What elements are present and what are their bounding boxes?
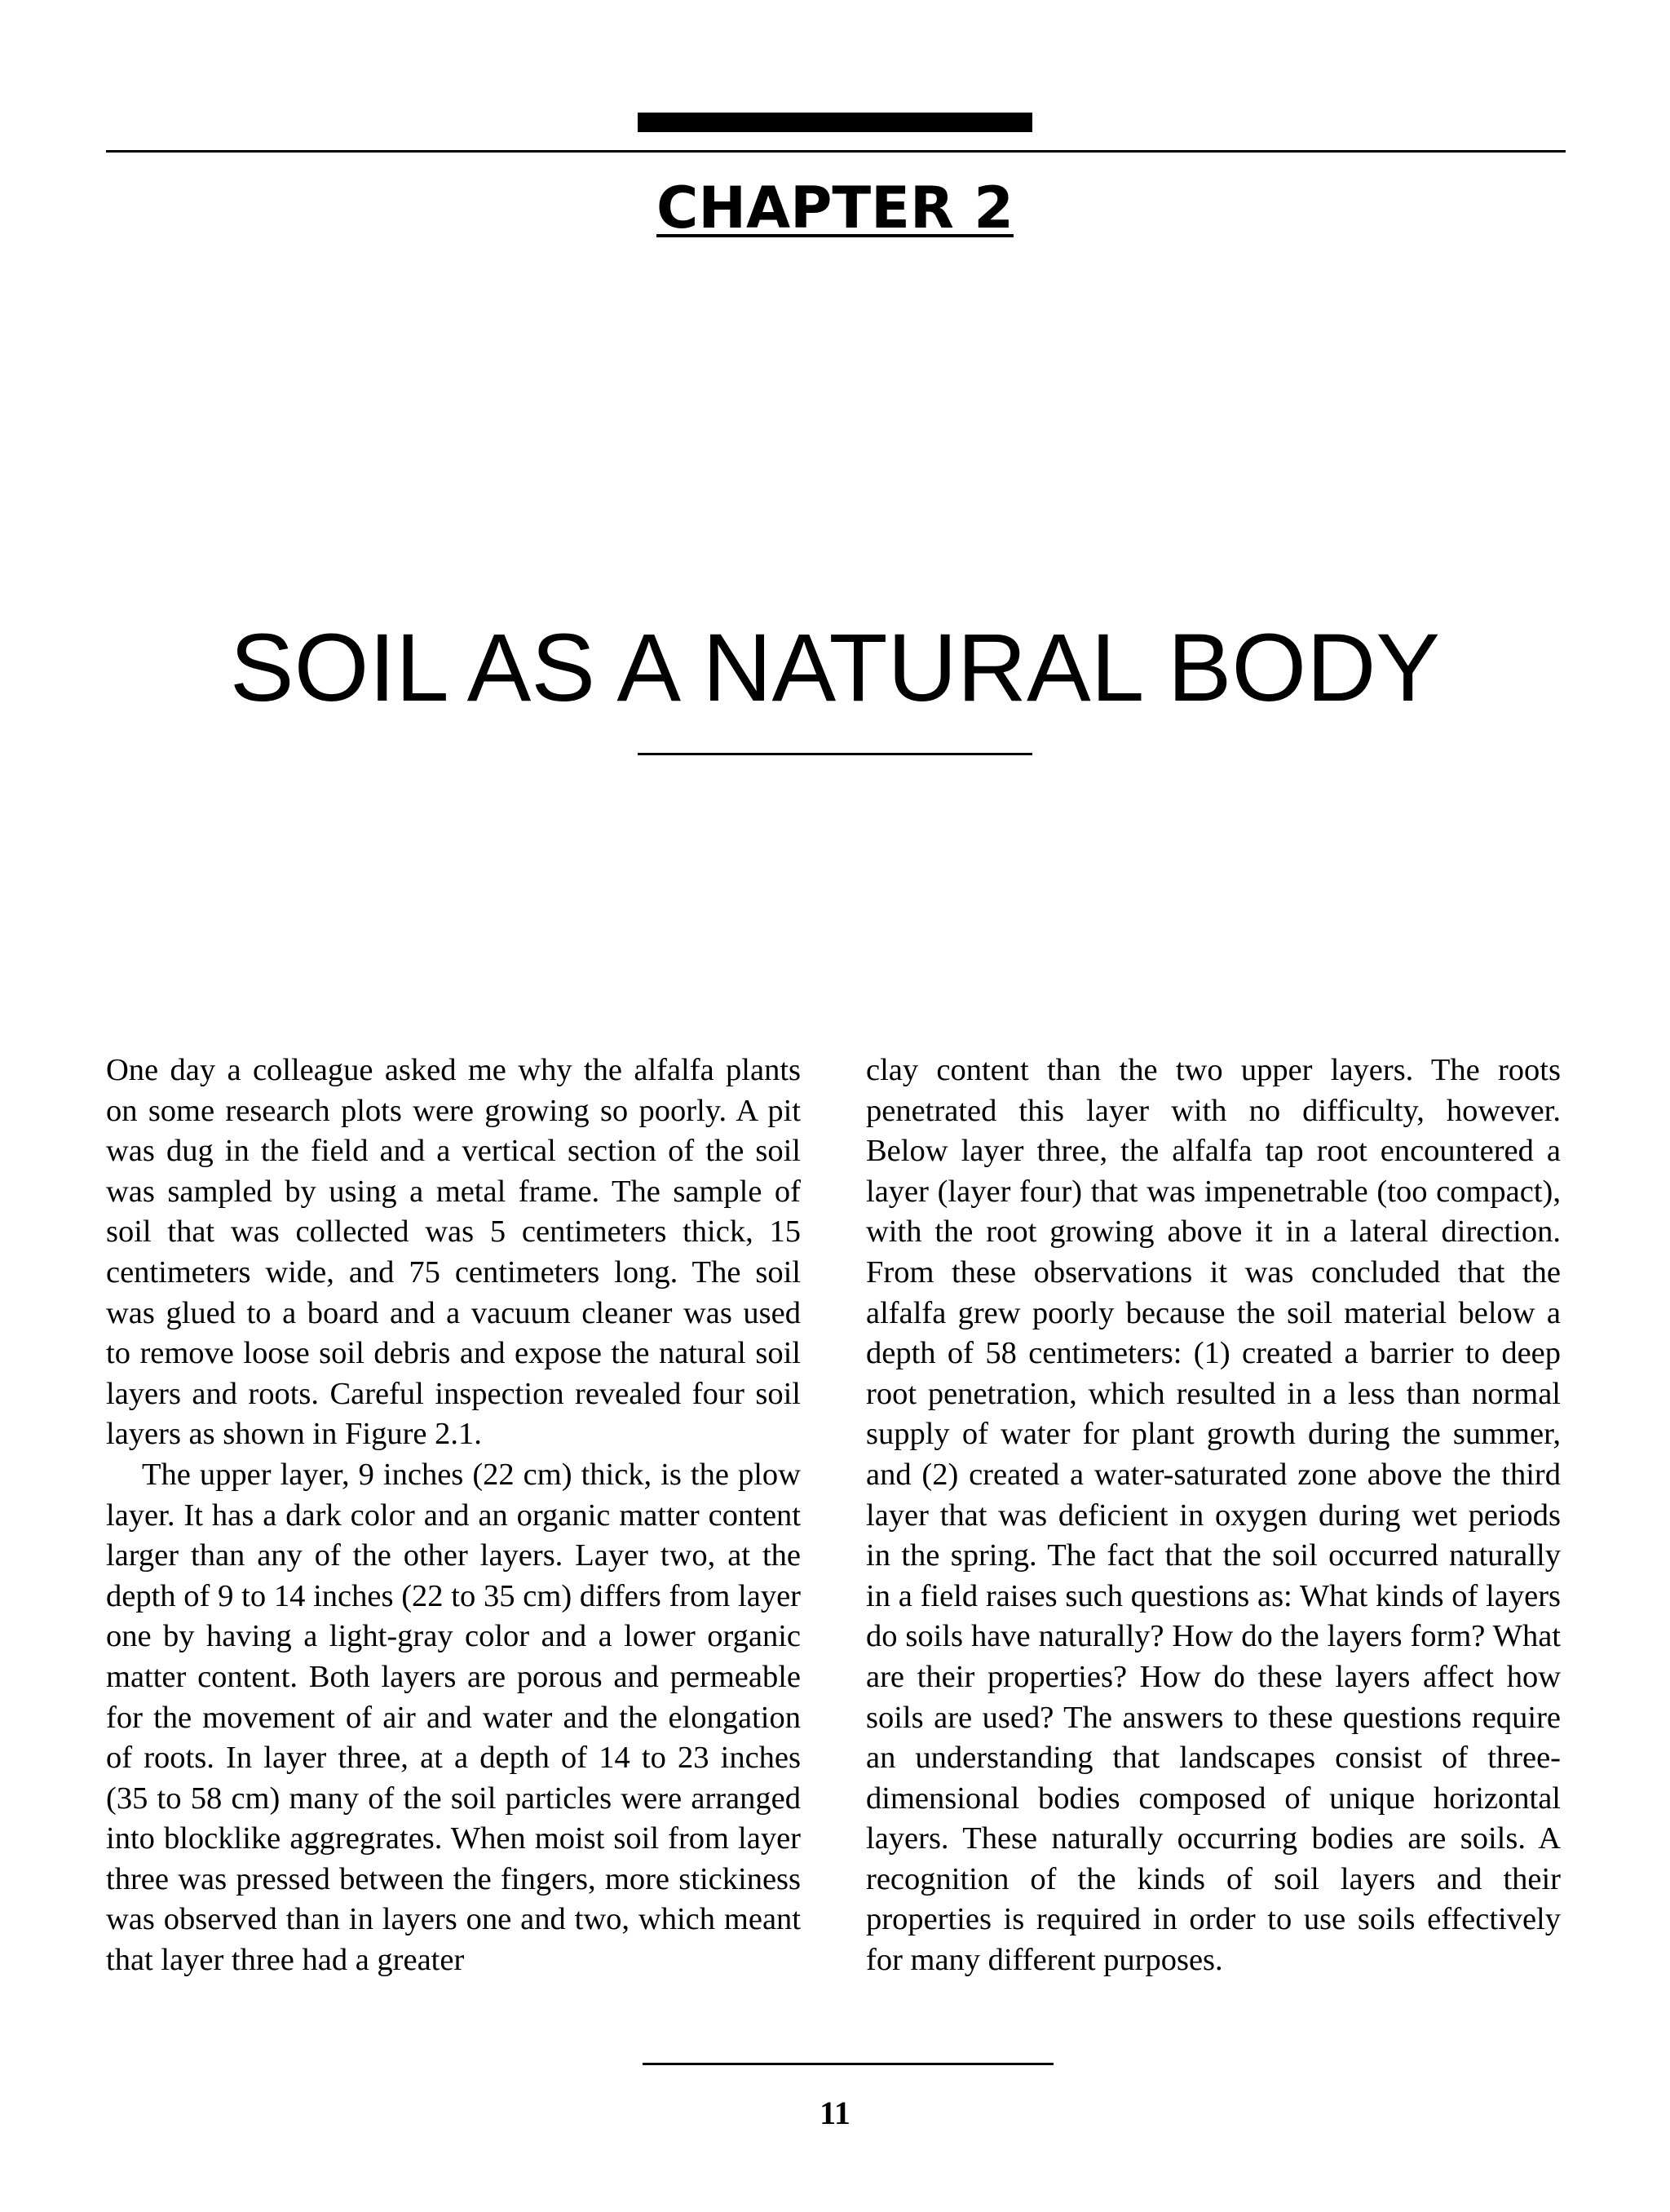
chapter-label-text: CHAPTER 2 xyxy=(656,175,1014,241)
body-column-right xyxy=(866,1051,1561,1981)
body-column-left xyxy=(106,1051,801,1981)
page-number: 11 xyxy=(820,2095,850,2131)
chapter-top-bar xyxy=(638,113,1032,132)
chapter-label xyxy=(0,171,1670,245)
chapter-title: SOIL AS A NATURAL BODY xyxy=(229,614,1441,723)
footer-rule xyxy=(643,2063,1054,2065)
body-paragraph-2-continued: clay content than the two upper layers. The roots penetrated this layer with no difficulty, however. Below layer three, the alfalfa tap root encountered a layer (layer four) that was impenetrable (too compact), with the root growing above it in a lateral direction. From these observations it was concluded that the alfalfa grew poorly because the soil material below a depth of 58 centimeters: (1) created a barrier to deep root penetration, which resulted in a less than normal supply of water for plant growth during the summer, and (2) created a water-saturated zone above the third layer that was deficient in oxygen during wet periods in the spring. The fact that the soil occurred naturally in a field raises such questions as: What kinds of layers do soils have naturally? How do the layers form? What are their properties? How do these layers affect how soils are used? The answers to these questions require an understanding that landscapes consist of three-dimensional bodies composed of unique horizontal layers. These naturally occurring bodies are soils. A recognition of the kinds of soil layers and their properties is required in order to use soils effectively for many different purposes. xyxy=(866,1053,1561,1978)
body-paragraph-1: One day a colleague asked me why the alfalfa plants on some research plots were growing so poorly. A pit was dug in the field and a vertical section of the soil was sampled by using a metal frame. The sample of soil that was collected was 5 centimeters thick, 15 centimeters wide, and 75 centimeters long. The soil was glued to a board and a vacuum cleaner was used to remove loose soil debris and expose the natural soil layers and roots. Careful inspection revealed four soil layers as shown in Figure 2.1. xyxy=(106,1053,801,1452)
chapter-top-rule xyxy=(106,150,1566,153)
body-paragraph-2: The upper layer, 9 inches (22 cm) thick, is the plow layer. It has a dark color and an organic matter content larger than any of the other layers. Layer two, at the depth of 9 to 14 inches (22 to 35 cm) differs from layer one by having a light-gray color and a lower organic matter content. Both layers are porous and permeable for the movement of air and water and the elongation of roots. In layer three, at a depth of 14 to 23 inches (35 to 58 cm) many of the soil particles were arranged into blocklike aggregrates. When moist soil from layer three was pressed between the fingers, more stickiness was observed than in layers one and two, which meant that layer three had a greater xyxy=(106,1457,801,1978)
title-divider xyxy=(638,753,1032,755)
